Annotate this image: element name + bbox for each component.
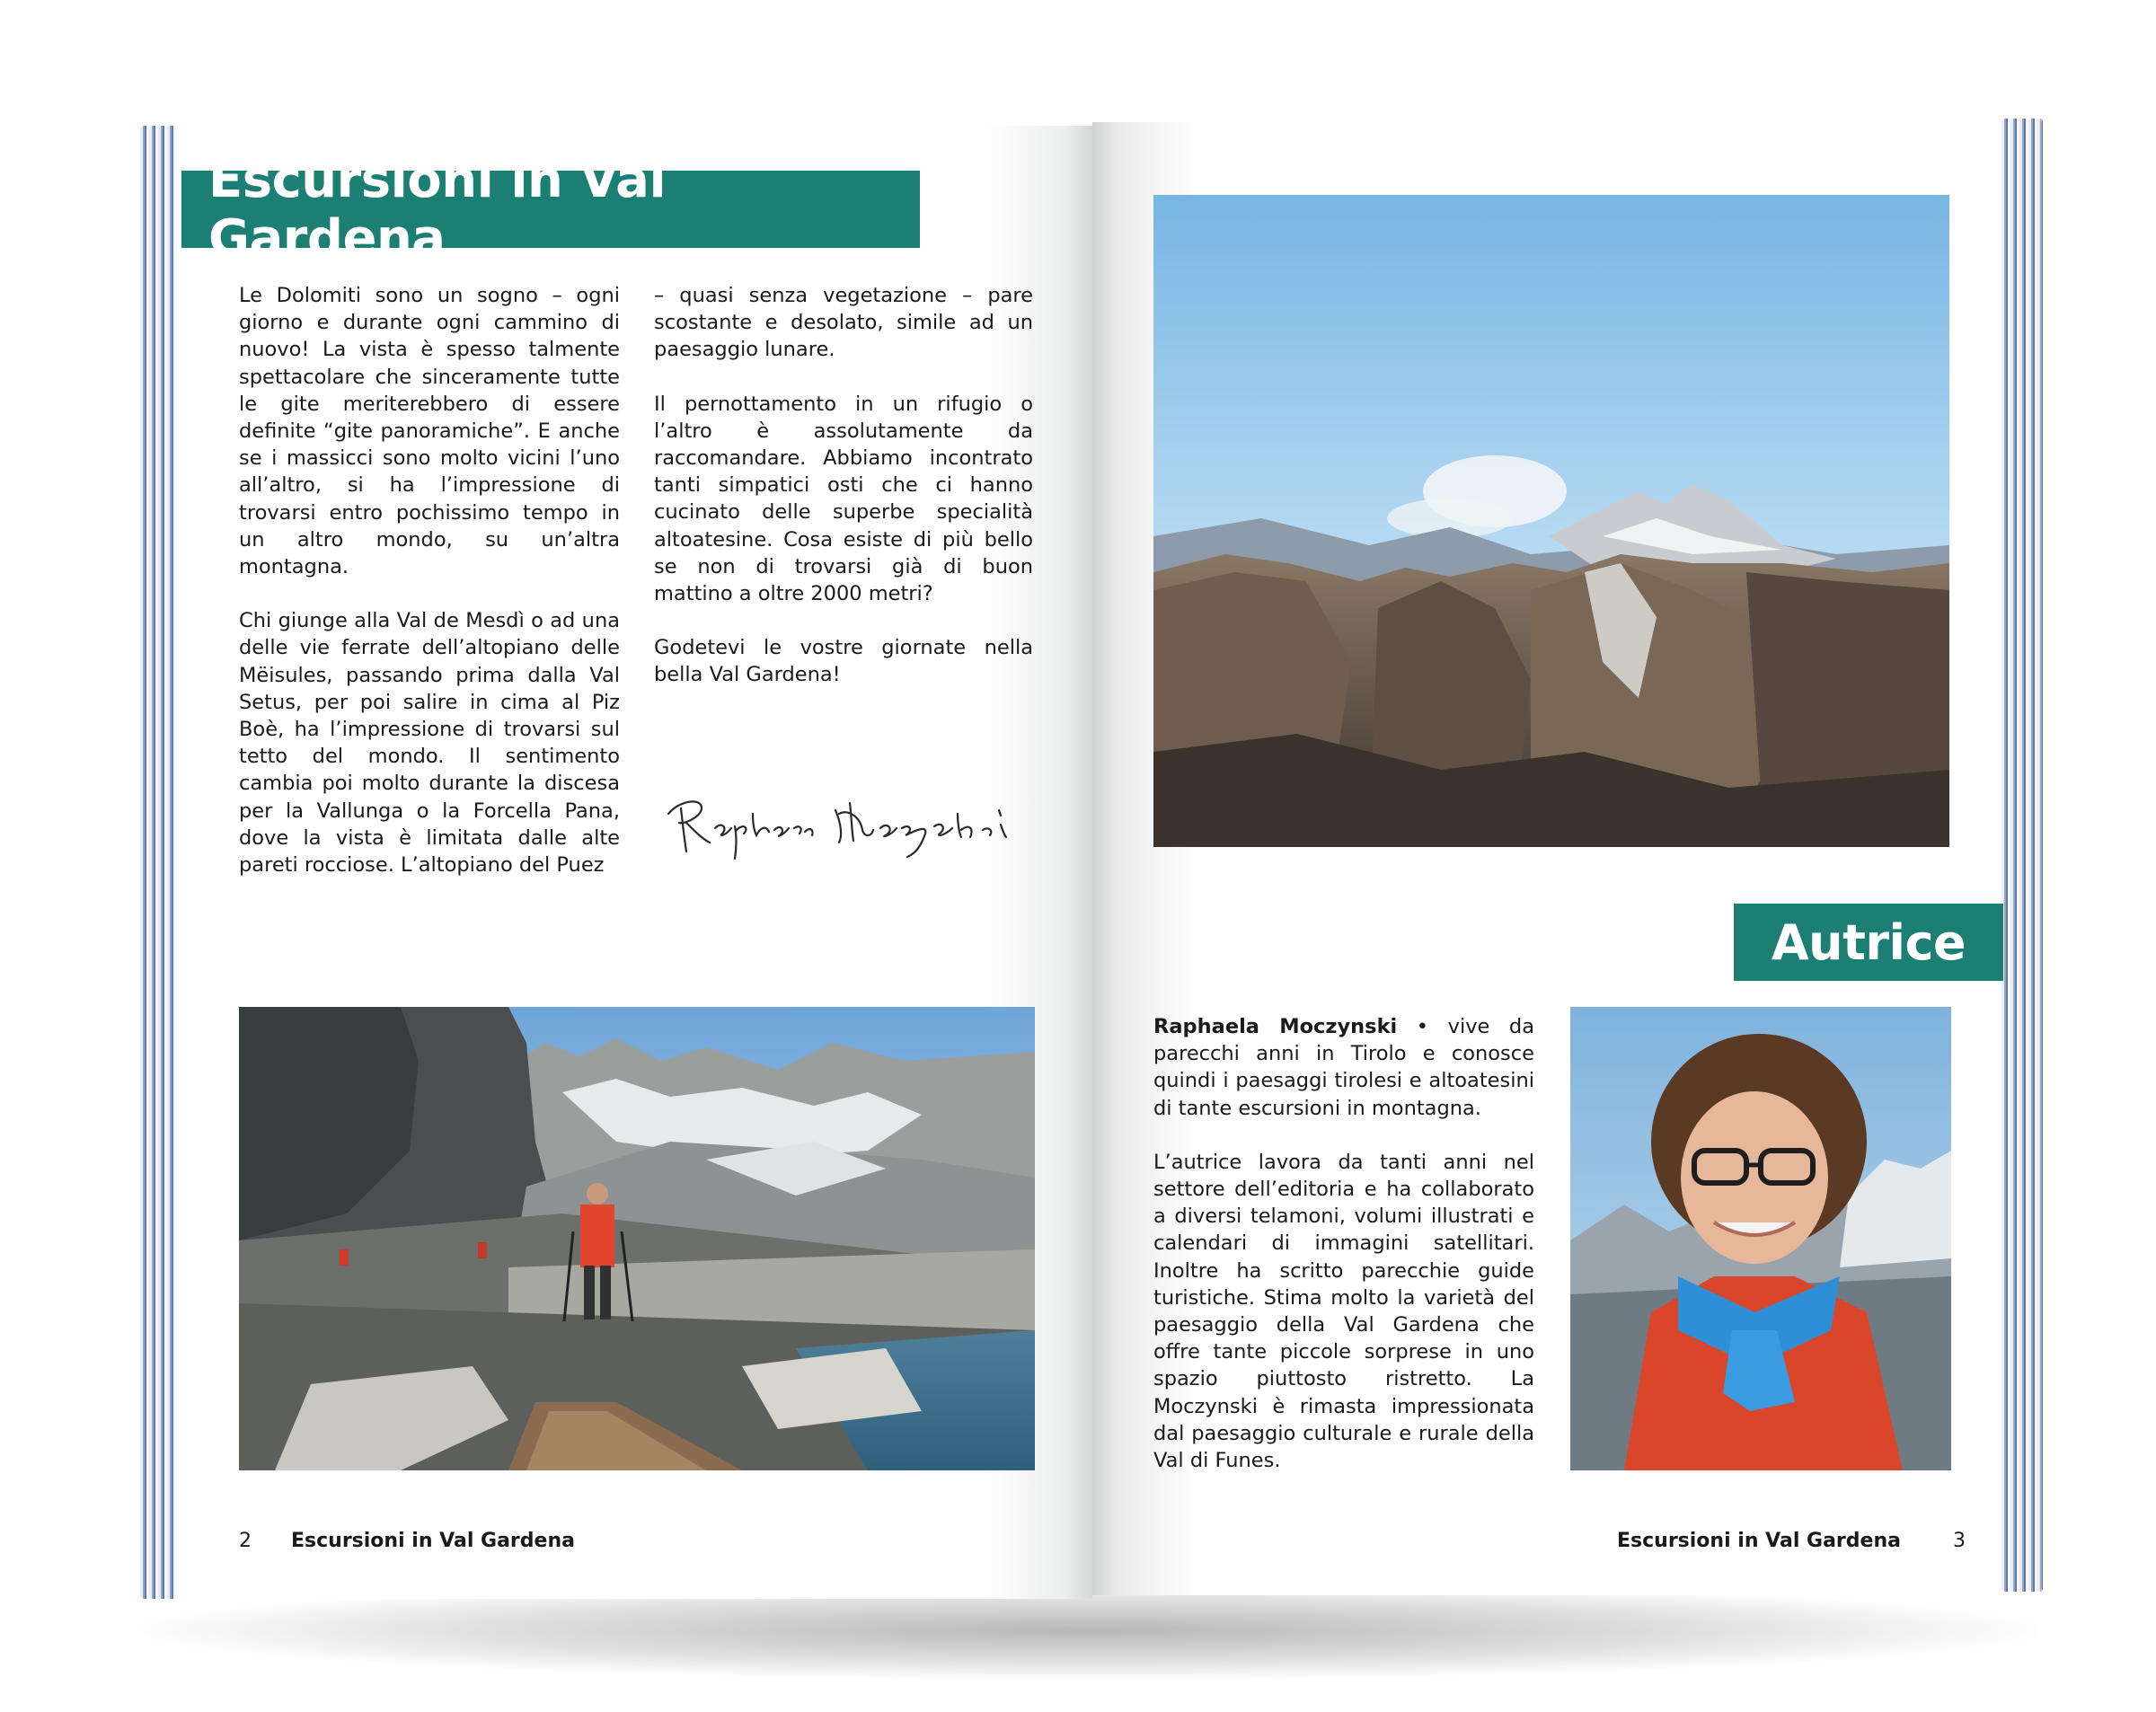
page-title: Escursioni in Val Gardena (181, 171, 920, 248)
dolomites-photo (1153, 195, 1949, 847)
page-number: 3 (1952, 1530, 1966, 1552)
author-bio-paragraph: L’autrice lavora da tanti anni nel settore dell’editoria e ha collaborato a diversi telamoni, volumi illustrati e calendari di immagini satellitari. Inoltre ha scritto parecchie guide turistiche. Stima molto la varietà del paesaggio della Val Gardena che offre tante piccole sorprese in uno spazio piuttosto ristretto. La Moczynski è rimasta impressionata dal paesaggio culturale e rurale della Val di Funes. (1153, 1150, 1534, 1473)
paragraph: Godetevi le vostre giornate nella bella Val Gardena! (654, 636, 1033, 687)
author-text (1153, 1013, 1534, 1501)
book-edge-right (2001, 119, 2043, 1592)
paragraph: Chi giunge alla Val de Mesdì o ad una delle vie ferrate dell’altopiano delle Mëisules, passando prima dalla Val Setus, per poi salire in cima al Piz Boè, ha l’impressione di trovarsi sul tetto del mondo. Il sentimento cambia poi molto durante la discesa per la Vallunga o la Forcella Pana, dove la vista è limitata dalle alte pareti rocciose. L’altopiano del Puez (239, 609, 620, 878)
page-number: 2 (239, 1530, 252, 1552)
footer-right (1617, 1530, 1966, 1552)
running-title: Escursioni in Val Gardena (1617, 1530, 1901, 1552)
author-signature (659, 778, 1033, 864)
footer-left (239, 1530, 575, 1552)
paragraph: Le Dolomiti sono un sogno – ogni giorno e durante ogni cammino di nuovo! La vista è spesso talmente spettacolare che sinceramente tutte le gite meriterebbero di essere definite “gite panoramiche”. E anche se i massicci sono molto vicini l’uno all’altro, si ha l’impressione di trovarsi entro pochissimo tempo in un altro mondo, su un’altra montagna. (239, 284, 620, 579)
author-name: Raphaela Moczynski (1153, 1015, 1398, 1038)
section-title-autrice: Autrice (1734, 904, 2003, 981)
text-column-2 (654, 282, 1033, 716)
author-portrait-photo (1570, 1007, 1951, 1470)
text-column-1 (239, 282, 620, 905)
running-title: Escursioni in Val Gardena (291, 1530, 575, 1552)
paragraph: Il pernottamento in un rifugio o l’altro è assolutamente da raccomandare. Abbiamo incontrato tanti simpatici osti che ci hanno cucinato delle superbe specialità altoatesine. Cosa esiste di più bello se non di trovarsi già di buon mattino a oltre 2000 metri? (654, 392, 1033, 606)
author-intro: • vive da parecchi anni in Tirolo e conosce quindi i paesaggi tirolesi e altoatesini di tante escursioni in montagna. (1153, 1015, 1534, 1120)
author-intro-paragraph (1153, 1013, 1534, 1122)
hiker-photo (239, 1007, 1035, 1470)
paragraph: – quasi senza vegetazione – pare scostante e desolato, simile ad un paesaggio lunare. (654, 284, 1033, 362)
